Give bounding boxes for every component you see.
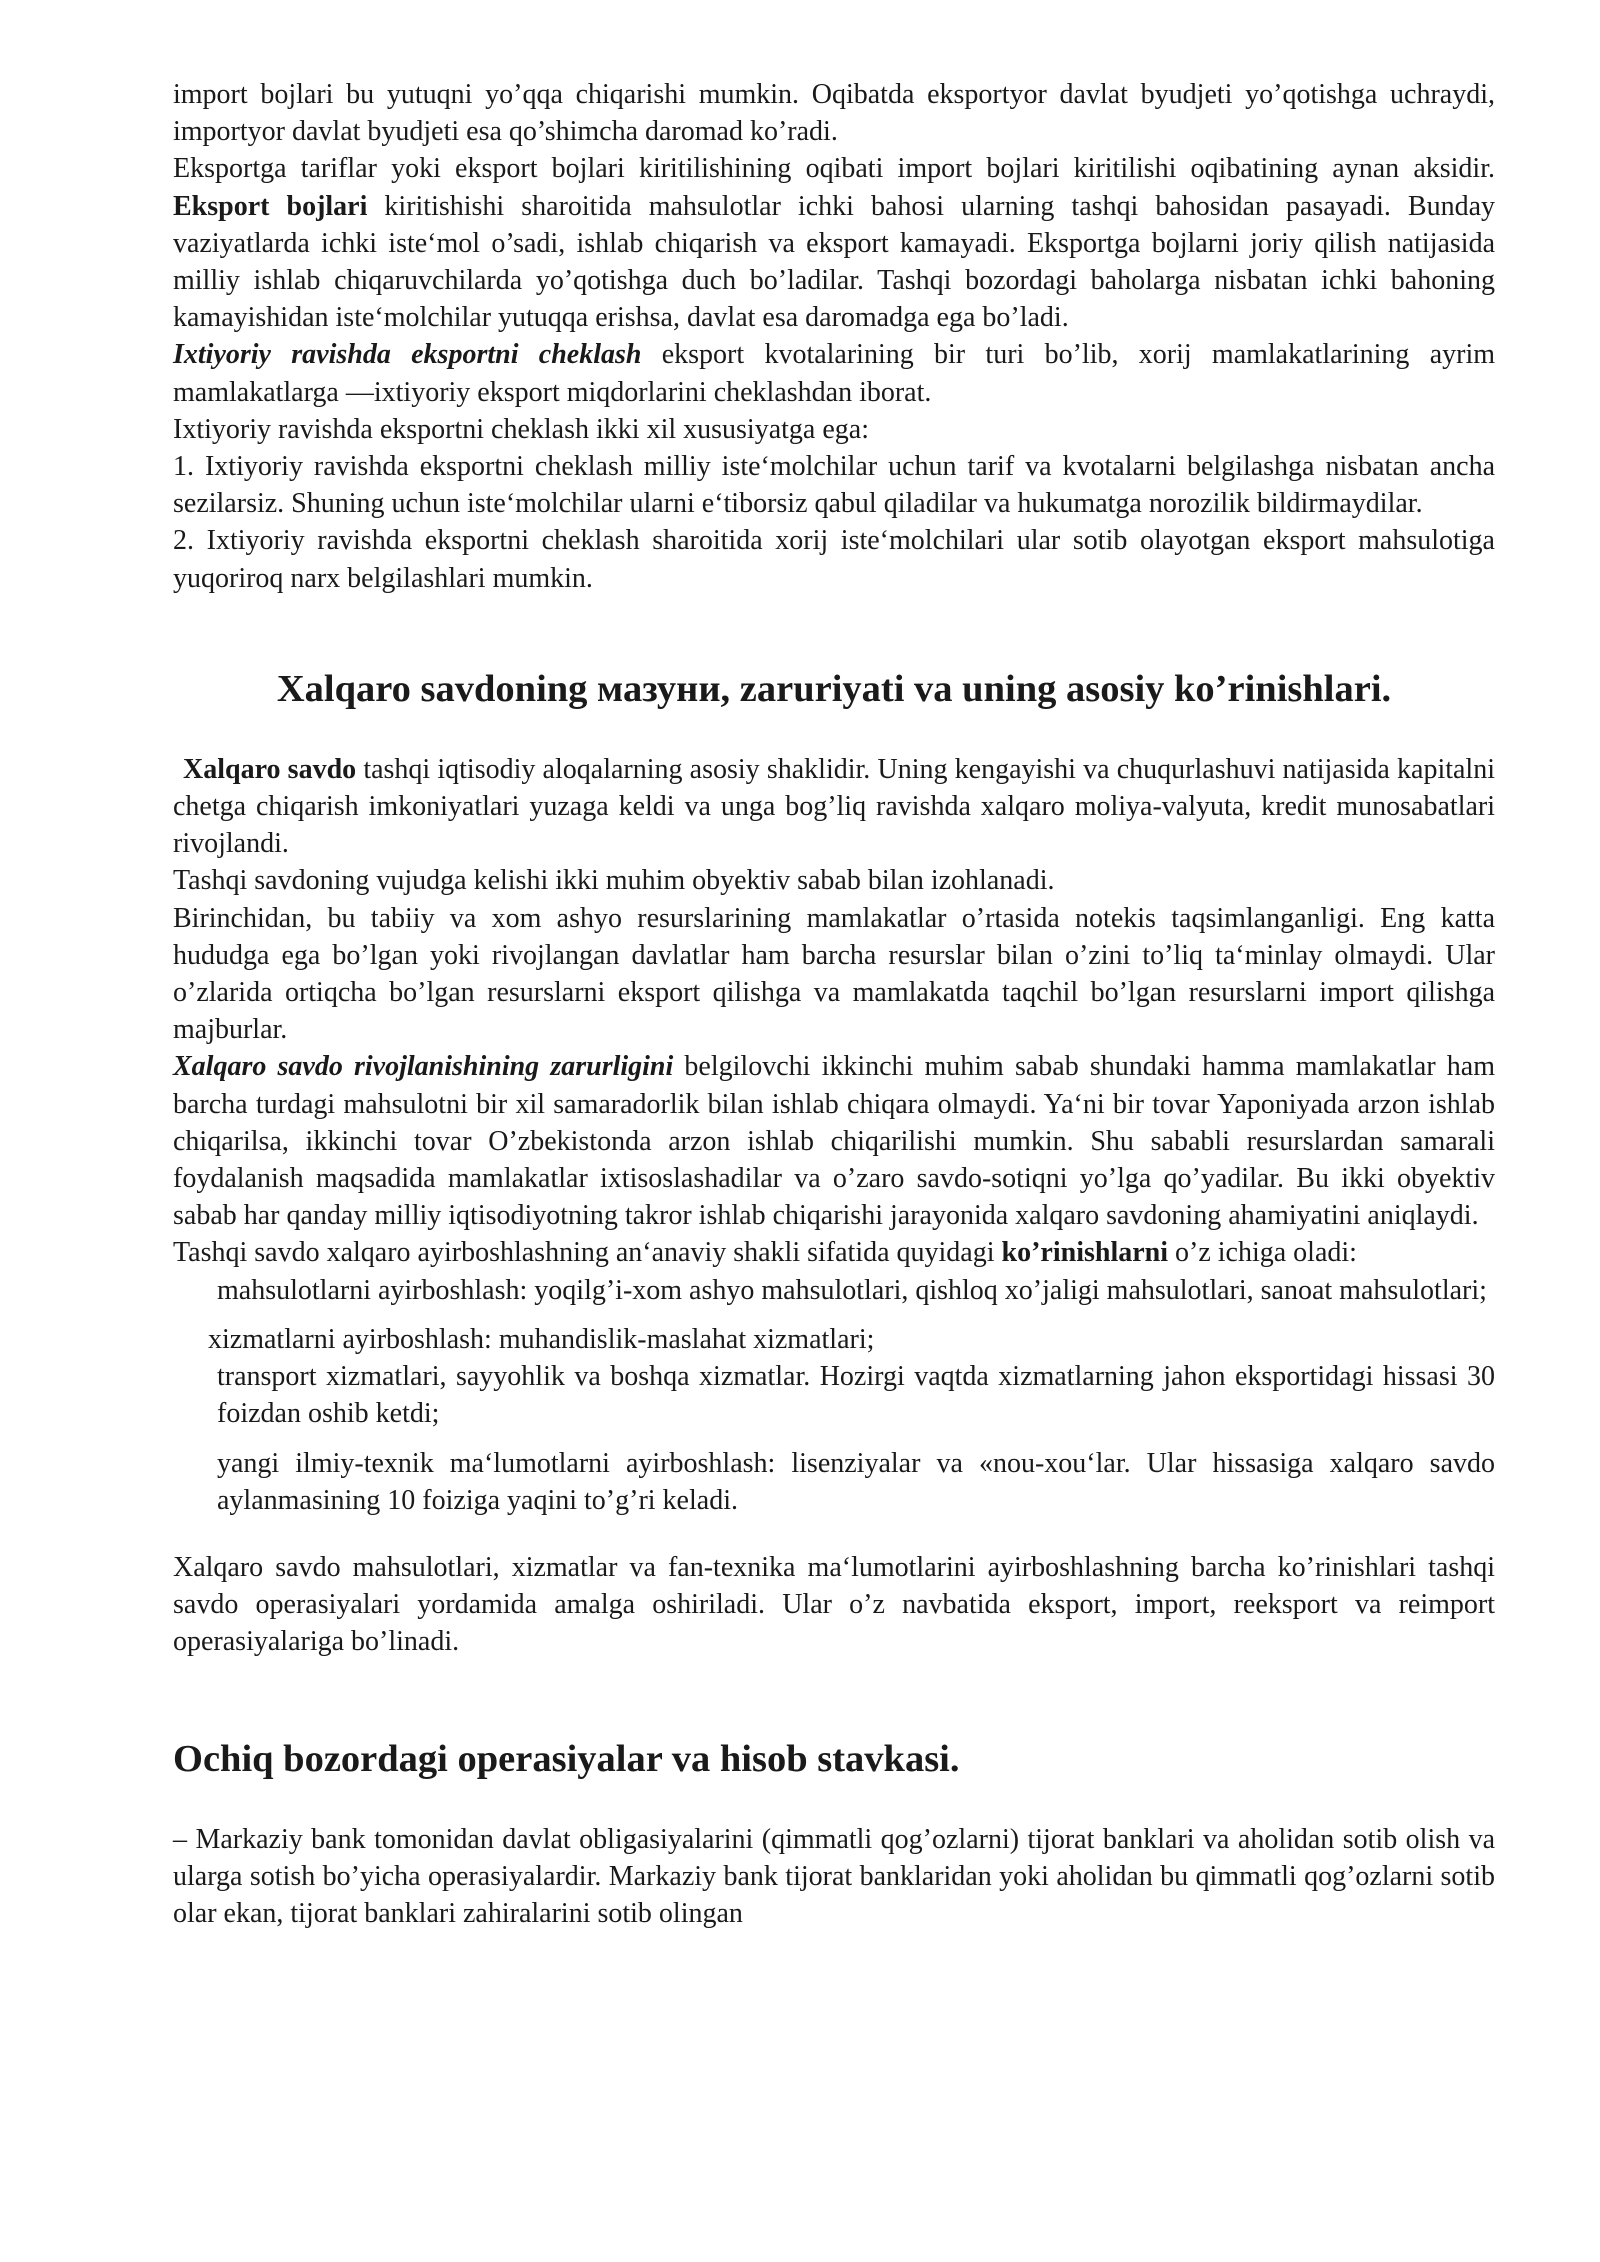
list-item-feature-1: 1. Ixtiyoriy ravishda eksportni cheklash milliy iste‘molchilar uchun tarif va kvotalarni belgilashga nisbatan ancha sezilarsiz. Shuning uchun iste‘molchilar ularni e‘tiborsiz qabul qiladilar va hukumatga norozilik bildirmaydilar.: [173, 451, 1495, 520]
section-heading-international-trade: Xalqaro savdoning мазуни, zaruriyati va uning asosiy ko’rinishlari.: [276, 667, 1392, 710]
paragraph-import-duties: import bojlari bu yutuqni yo’qqa chiqarishi mumkin. Oqibatda eksportyor davlat byudjeti yo’qotishga uchraydi, importyor davlat byudjeti esa qo’shimcha daromad ko’radi.: [173, 79, 1495, 148]
paragraph-open-market-operations: – Markaziy bank tomonidan davlat obligasiyalarini (qimmatli qog’ozlarni) tijorat banklari va aholidan sotib olish va ularga sotish bo’yicha operasiyalardir. Markaziy bank tijorat banklaridan yoki aholidan bu qimmatli qog’ozlarni sotib olar ekan, tijorat banklari zahiralarini sotib olingan: [173, 1823, 1495, 1929]
term-trade-necessity: Xalqaro savdo rivojlanishining zarurligini: [173, 1051, 674, 1083]
paragraph-trade-forms: Tashqi savdo xalqaro ayirboshlashning an‘anaviy shakli sifatida quyidagi ko’rinishlarni o’z ichiga oladi:: [173, 1237, 1357, 1269]
list-item-services-exchange: xizmatlarni ayirboshlash: muhandislik-maslahat xizmatlari;: [208, 1323, 875, 1355]
list-item-goods-exchange: mahsulotlarni ayirboshlash: yoqilg’i-xom ashyo mahsulotlari, qishloq xo’jaligi mahsulotlari, sanoat mahsulotlari;: [217, 1274, 1487, 1306]
list-item-scientific-info: yangi ilmiy-texnik ma‘lumotlarni ayirboshlash: lisenziyalar va «nou-xou‘lar. Ular hissasiga xalqaro savdo aylanmasining 10 foiziga yaqini to’g’ri keladi.: [217, 1447, 1495, 1516]
paragraph-export-tariffs: Eksportga tariflar yoki eksport bojlari kiritilishining oqibati import bojlari kiritilishi oqibatining aynan aksidir. Eksport bojlari kiritishishi sharoitida mahsulotlar ichki bahosi ularning tashqi bahosidan pasayadi. Bunday vaziyatlarda ichki iste‘mol o’sadi, ishlab chiqarish va eksport kamayadi. Eksportga bojlarni joriy qilish natijasida milliy ishlab chiqaruvchilarda yo’qotishga duch bo’ladilar. Tashqi bozordagi baholarga nisbatan ichki bahoning kamayishidan iste‘molchilar yutuqqa erishsa, davlat esa daromadga ega bo’ladi.: [173, 153, 1495, 334]
list-item-transport-services: transport xizmatlari, sayyohlik va boshqa xizmatlar. Hozirgi vaqtda xizmatlarning jahon eksportidagi hissasi 30 foizdan oshib ketdi;: [217, 1361, 1495, 1430]
paragraph-trade-operations: Xalqaro savdo mahsulotlari, xizmatlar va fan-texnika ma‘lumotlarini ayirboshlashning barcha ko’rinishlari tashqi savdo operasiyalari yordamida amalga oshiriladi. Ular o’z navbatida eksport, import, reeksport va reimport operasiyalariga bo’linadi.: [173, 1551, 1495, 1658]
section-heading-open-market: Ochiq bozordagi operasiyalar va hisob stavkasi.: [173, 1737, 960, 1780]
paragraph-two-features: Ixtiyoriy ravishda eksportni cheklash ikki xil xususiyatga ega:: [173, 413, 869, 445]
term-international-trade: Xalqaro savdo: [183, 753, 357, 785]
paragraph-first-reason: Birinchidan, bu tabiiy va xom ashyo resurslarining mamlakatlar o’rtasida notekis taqsimlanganligi. Eng katta hududga ega bo’lgan yoki rivojlangan davlatlar ham barcha resurslar bilan o’zini to’liq ta‘minlay olmaydi. Ular o’zlarida ortiqcha bo’lgan resurslarni eksport qilishga va mamlakatda taqchil bo’lgan resurslarni import qilishga majburlar.: [173, 902, 1495, 1046]
term-forms: ko’rinishlarni: [1001, 1237, 1168, 1269]
paragraph-two-reasons: Tashqi savdoning vujudga kelishi ikki muhim obyektiv sabab bilan izohlanadi.: [173, 865, 1055, 897]
term-export-duties: Eksport bojlari: [173, 190, 368, 222]
list-item-feature-2: 2. Ixtiyoriy ravishda eksportni cheklash sharoitida xorij iste‘molchilari ular sotib olayotgan eksport mahsulotiga yuqoriroq narx belgilashlari mumkin.: [173, 525, 1495, 594]
paragraph-second-reason: Xalqaro savdo rivojlanishining zarurligini belgilovchi ikkinchi muhim sabab shundaki hamma mamlakatlar ham barcha turdagi mahsulotni bir xil samaradorlik bilan ishlab chiqara olmaydi. Ya‘ni bir tovar Yaponiyada arzon ishlab chiqarilsa, ikkinchi tovar O’zbekistonda arzon ishlab chiqarilishi mumkin. Shu sababli resurslardan samarali foydalanish maqsadida mamlakatlar ixtisoslashadilar va o’zaro savdo-sotiqni yo’lga qo’yadilar. Bu ikki obyektiv sabab har qanday milliy iqtisodiyotning takror ishlab chiqarishi jarayonida xalqaro savdoning ahamiyatini aniqlaydi.: [173, 1051, 1496, 1232]
paragraph-international-trade-intro: Xalqaro savdo tashqi iqtisodiy aloqalarning asosiy shaklidir. Uning kengayishi va chuqurlashuvi natijasida kapitalni chetga chiqarish imkoniyatlari yuzaga keldi va unga bog’liq ravishda xalqaro moliya-valyuta, kredit munosabatlari rivojlandi.: [173, 753, 1495, 860]
term-voluntary-restriction: Ixtiyoriy ravishda eksportni cheklash: [173, 339, 642, 371]
document-page: [173, 76, 1495, 1932]
paragraph-voluntary-restriction: Ixtiyoriy ravishda eksportni cheklash eksport kvotalarining bir turi bo’lib, xorij mamlakatlarining ayrim mamlakatlarga —ixtiyoriy eksport miqdorlarini cheklashdan iborat.: [173, 339, 1496, 408]
